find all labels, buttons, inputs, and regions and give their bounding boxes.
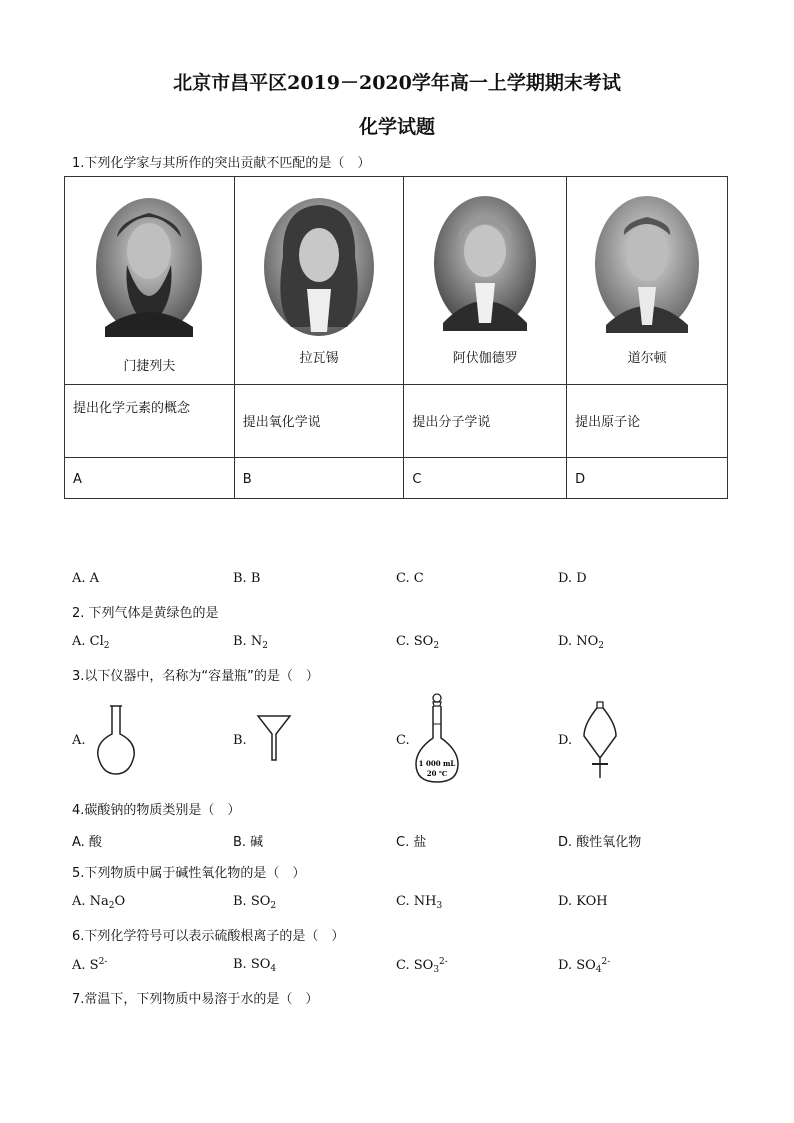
round-bottom-flask-icon [94, 704, 138, 776]
q1-option-a: A. A [72, 571, 100, 586]
q6-option-a: A. $S^{2-}$ [72, 957, 108, 973]
q2-option-c: C. $SO_2$ [396, 634, 440, 651]
avogadro-portrait-image [433, 195, 537, 331]
scientist-cell-1 [65, 177, 235, 385]
letter-cell: B [234, 458, 404, 499]
scientist-name: 道尔顿 [627, 351, 667, 366]
question-6-stem: 6.下列化学符号可以表示硫酸根离子的是（ ） [72, 929, 345, 944]
q5-option-b: B. $SO_2$ [233, 894, 277, 911]
q2-option-a: A. $Cl_2$ [72, 634, 110, 651]
letter-cell: D [567, 458, 728, 499]
q1-option-c: C. C [396, 571, 424, 586]
q4-option-b: B. 碱 [233, 835, 264, 850]
scientist-cell-2 [234, 177, 404, 385]
contribution-cell: 提出原子论 [567, 385, 728, 458]
scientist-cell-3 [404, 177, 567, 385]
scientist-name: 阿伏伽德罗 [452, 351, 518, 366]
q1-option-b: B. B [233, 571, 261, 586]
lavoisier-portrait-image [263, 197, 375, 337]
flask-volume-label: 1 000 mL [418, 759, 456, 768]
funnel-icon [256, 714, 292, 762]
q6-option-d: D. $SO_4^{2-}$ [558, 957, 611, 975]
q3-label-c: C. [396, 733, 410, 748]
q1-option-d: D. D [558, 571, 587, 586]
scientist-table [64, 176, 728, 499]
q4-option-d: D. 酸性氧化物 [558, 835, 642, 850]
question-1-stem: 1.下列化学家与其所作的突出贡献不匹配的是（ ） [72, 156, 371, 171]
scientist-name: 拉瓦锡 [299, 351, 339, 366]
question-4-stem: 4.碳酸钠的物质类别是（ ） [72, 803, 241, 818]
q3-label-b: B. [233, 733, 247, 748]
letter-cell: C [404, 458, 567, 499]
volumetric-flask-icon [412, 692, 462, 784]
question-5-stem: 5.下列物质中属于碱性氧化物的是（ ） [72, 866, 306, 881]
contribution-cell: 提出分子学说 [404, 385, 567, 458]
scientist-name: 门捷列夫 [123, 359, 176, 374]
scientist-cell-4 [567, 177, 728, 385]
q4-option-c: C. 盐 [396, 835, 427, 850]
q2-option-d: D. $NO_2$ [558, 634, 604, 651]
q6-option-b: B. $SO_4$ [233, 957, 277, 974]
q6-option-c: C. $SO_3^{2-}$ [396, 957, 448, 975]
separatory-funnel-icon [580, 700, 620, 780]
q2-option-b: B. $N_2$ [233, 634, 268, 651]
mendeleev-portrait-image [95, 197, 203, 337]
q5-option-d: D. KOH [558, 894, 608, 909]
q5-option-c: C. $NH_3$ [396, 894, 443, 911]
q3-label-d: D. [558, 733, 573, 748]
dalton-portrait-image [594, 195, 700, 333]
q3-label-a: A. [72, 733, 86, 748]
contribution-cell: 提出化学元素的概念 [65, 385, 235, 458]
question-7-stem: 7.常温下，下列物质中易溶于水的是（ ） [72, 992, 319, 1007]
q5-option-a: A. $Na_2O$ [72, 894, 126, 911]
exam-subtitle: 化学试题 [358, 116, 435, 138]
letter-cell: A [65, 458, 235, 499]
question-2-stem: 2. 下列气体是黄绿色的是 [72, 606, 219, 621]
question-3-stem: 3.以下仪器中，名称为“容量瓶”的是（ ） [72, 669, 319, 684]
flask-temperature-label: 20 ℃ [426, 769, 448, 778]
q4-option-a: A. 酸 [72, 835, 102, 850]
exam-title: 北京市昌平区2019－2020学年高一上学期期末考试 [173, 72, 621, 94]
contribution-cell: 提出氧化学说 [234, 385, 404, 458]
